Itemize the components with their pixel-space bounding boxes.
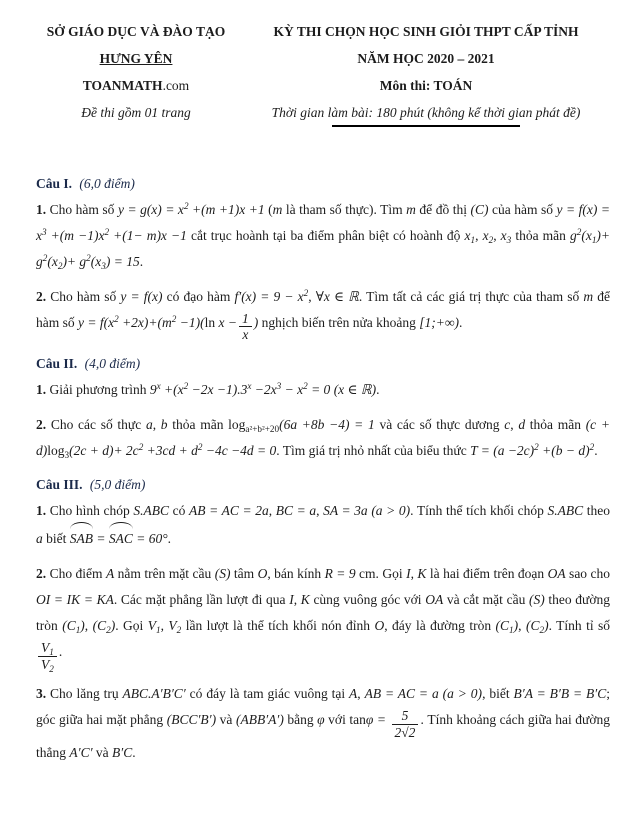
section-3-title: Câu III. [36, 476, 83, 492]
section-1-points: (6,0 điểm) [79, 175, 135, 191]
department-line: SỞ GIÁO DỤC VÀ ĐÀO TẠO [46, 24, 226, 39]
section-2-points: (4,0 điểm) [84, 355, 141, 371]
section-3-points: (5,0 điểm) [89, 476, 146, 492]
section-1-heading [36, 176, 610, 192]
province-line: HƯNG YÊN [99, 50, 173, 66]
problem-iii-3: 3. Cho lăng trụ ABC.A′B′C′ có đáy là tam giác vuông tại A, AB = AC = a (a > 0), biết B′A = B′B = B′C; góc giữa hai mặt phẳng (BCC′B′) và (ABB′A′) bằng φ với tanφ = $\frac{5}{2√2}$ . Tính khoảng cách giữa hai đường thẳng A′C′ và B′C. [36, 686, 611, 761]
section-1-title: Câu I. [36, 175, 73, 191]
problem-iii-1: 1. Cho hình chóp S.ABC có AB = AC = 2a, BC = a, SA = 3a (a > 0). Tính thể tích khối chóp S.ABC theo a biết SAB = SAC = 60°. [36, 498, 610, 552]
section-3-heading [36, 477, 610, 493]
school-year: NĂM HỌC 2020 – 2021 [357, 50, 495, 66]
problem-iii-2: 2. Cho điểm A nằm trên mặt cầu (S) tâm O, bán kính R = 9 cm. Gọi I, K là hai điểm trên đoạn OA sao cho OI = IK = KA. Các mặt phẳng lần lượt đi qua I, K cùng vuông góc với OA và cắt mặt cầu (S) theo đường tròn $(C_1)$, $(C_2)$. Gọi $V_1$, $V_2$ lần lượt là thể tích khối nón đỉnh O, đáy là đường tròn $(C_1)$, $(C_2)$. Tính tỉ số $\frac{V_1}{V_2}$ . [36, 565, 611, 674]
pages-note-line: Đề thi gồm 01 trang [81, 104, 191, 120]
problem-i-1: 1. Cho hàm số $y = g(x) = x^2 +(m +1)x +1$ (m là tham số thực). Tìm m để đồ thị (C) của hàm số $y = f(x) = x^3 +(m -1)x^2 +(1- m)x -1$ cắt trục hoành tại ba điểm phân biệt có hoành độ $x_1$, $x_2$, $x_3$ thỏa mãn $g^2(x_1)+ g^2(x_2)+ g^2(x_3) = 15$. [36, 200, 611, 271]
duration-line: Thời gian làm bài: 180 phút (không kể thời gian phát đề) [271, 104, 581, 120]
header [0, 0, 643, 132]
problem-i-2: 2. Cho hàm số y = f(x) có đạo hàm $f'(x) = 9 - x^2$, ∀x ∈ ℝ. Tìm tất cả các giá trị thực của tham số m để hàm số $y = f(x^2 +2x)+(m^2 -1)(\ln$ x − $\frac{1}{x}$ ) nghịch biến trên nửa khoảng [1;+∞). [36, 287, 611, 343]
issuer-block [30, 24, 242, 132]
problem-ii-2: 2. Cho các số thực a, b thỏa mãn $\log_{a^2+b^2+20}(6a +8b -4) = 1$ và các số thực dương c, d thỏa mãn $(c + d)\log_3(2c + d)+ 2c^2 +3cd + d^2 -4c -4d = 0$. Tìm giá trị nhỏ nhất của biểu thức $T = (a -2c)^2 +(b - d)^2$. [36, 416, 610, 460]
exam-title: KỲ THI CHỌN HỌC SINH GIỎI THPT CẤP TỈNH [273, 24, 579, 39]
section-2-title: Câu II. [36, 355, 78, 371]
problem-ii-1: 1. Giải phương trình $9^x +(x^2 -2x -1).3^x -2x^3 - x^2 = 0$ (x ∈ ℝ). [36, 380, 380, 397]
exam-title-block [242, 24, 610, 132]
exam-body [0, 132, 643, 767]
site-name: TOANMATH [82, 77, 163, 93]
subject-line: Môn thi: TOÁN [379, 77, 473, 93]
section-2-heading [36, 356, 610, 372]
site-line [30, 78, 242, 95]
site-suffix: .com [162, 77, 190, 93]
header-divider-rule [332, 125, 520, 127]
